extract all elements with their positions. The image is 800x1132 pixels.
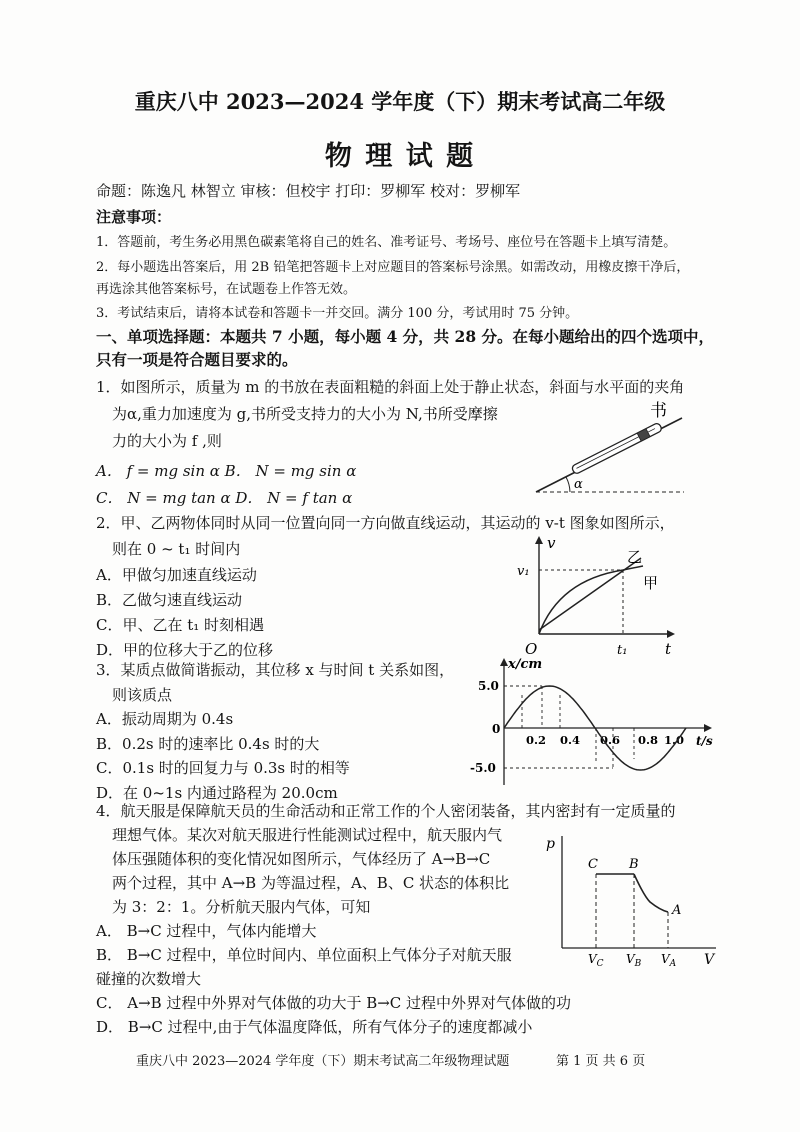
q2-option-c: C．甲、乙在 t₁ 时刻相遇 (96, 616, 265, 634)
q2-option-d: D．甲的位移大于乙的位移 (96, 641, 274, 659)
origin-label: O (525, 640, 538, 658)
staff-line: 命题：陈逸凡 林智立 审核：但校宇 打印：罗柳军 校对：罗柳军 (96, 182, 521, 200)
v-axis-arrow (535, 536, 543, 544)
section-heading-cont: 只有一项是符合题目要求的。 (96, 350, 298, 369)
t-tick-label: 0.6 (600, 733, 621, 747)
q4-stem: 为 3：2：1。分析航天服内气体，可知 (112, 898, 371, 916)
notes-item: 再选涂其他答案标号，在试题卷上作答无效。 (96, 282, 357, 297)
origin-label: 0 (492, 722, 501, 736)
q4-option-b: B． B→C 过程中，单位时间内、单位面积上气体分子对航天服 (96, 946, 512, 964)
t-tick-label: 1.0 (664, 733, 685, 747)
q4-stem: 两个过程，其中 A→B 为等温过程，A、B、C 状态的体积比 (112, 874, 510, 892)
q4-option-d: D． B→C 过程中,由于气体温度降低，所有气体分子的速度都减小 (96, 1018, 533, 1036)
state-a-label: A (672, 903, 682, 918)
q1-figure (530, 400, 690, 500)
vc-label: $V_C$ (588, 952, 604, 969)
t1-label: t₁ (617, 643, 628, 658)
t-tick-label: 0.4 (560, 733, 581, 747)
q3-xt-graph (468, 655, 718, 787)
t-tick-label: 0.8 (638, 733, 659, 747)
t-tick-label: 0.2 (526, 733, 547, 747)
q4-stem: 体压强随体积的变化情况如图所示，气体经历了 A→B→C (112, 850, 491, 868)
footer-exam-name: 重庆八中 2023—2024 学年度（下）期末考试高二年级物理试题 (136, 1054, 510, 1069)
y-tick-label: -5.0 (470, 761, 496, 775)
q2-vt-graph (515, 530, 685, 660)
school-title: 重庆八中 2023—2024 学年度（下）期末考试高二年级 (134, 89, 666, 114)
q3-stem: 3．某质点做简谐振动，其位移 x 与时间 t 关系如图， (96, 661, 455, 679)
v-axis-label: V (704, 952, 715, 968)
t-axis-arrow (667, 630, 675, 638)
angle-arc (566, 477, 570, 492)
yi-curve (539, 566, 643, 634)
q4-pv-graph (540, 832, 720, 972)
state-c-label: C (588, 857, 598, 872)
v-axis-label: v (547, 534, 556, 552)
x-axis-label: x/cm (508, 657, 543, 672)
book-label: 书 (650, 401, 667, 421)
q4-option-b-cont: 碰撞的次数增大 (96, 970, 202, 988)
q3-option-a: A．振动周期为 0.4s (96, 710, 234, 728)
q1-options-cd: C． N = mg tan α D． N = f tan α (96, 489, 353, 507)
section-heading: 一、单项选择题：本题共 7 小题，每小题 4 分，共 28 分。在每小题给出的四个选项中， (96, 327, 715, 346)
v1-label: v₁ (517, 564, 530, 579)
q2-stem: 则在 0 ~ t₁ 时间内 (112, 540, 241, 558)
notes-item: 1．答题前，考生务必用黑色碳素笔将自己的姓名、准考证号、考场号、座位号在答题卡上填写清楚。 (96, 235, 677, 250)
q4-option-a: A． B→C 过程中，气体内能增大 (96, 922, 317, 940)
x-axis-arrow (500, 658, 508, 666)
q4-stem: 4．航天服是保障航天员的生命活动和正常工作的个人密闭装备，其内密封有一定质量的 (96, 802, 676, 820)
ab-isotherm (634, 874, 668, 912)
angle-label: α (574, 477, 583, 492)
state-b-label: B (629, 857, 639, 872)
q1-stem: 力的大小为 f ,则 (112, 432, 222, 450)
jia-label: 甲 (643, 574, 659, 592)
q3-option-c: C．0.1s 时的回复力与 0.3s 时的相等 (96, 759, 350, 777)
p-axis-label: p (546, 836, 555, 852)
yi-label: 乙 (627, 548, 643, 566)
y-tick-label: 5.0 (478, 679, 499, 693)
q1-options-ab: A． f = mg sin α B． N = mg sin α (96, 462, 357, 480)
q3-option-d: D．在 0~1s 内通过路程为 20.0cm (96, 784, 338, 802)
t-axis-label: t/s (696, 734, 713, 748)
book-shape (571, 422, 662, 474)
q1-stem: 为α,重力加速度为 g,书所受支持力的大小为 N,书所受摩擦 (112, 405, 498, 423)
q4-stem: 理想气体。某次对航天服进行性能测试过程中，航天服内气 (112, 826, 503, 844)
q4-option-c: C． A→B 过程中外界对气体做的功大于 B→C 过程中外界对气体做的功 (96, 994, 572, 1012)
t-axis-arrow (704, 724, 712, 732)
notes-item: 3．考试结束后，请将本试卷和答题卡一并交回。满分 100 分，考试用时 75 分钟。 (96, 306, 579, 321)
va-label: $V_A$ (661, 952, 677, 969)
q2-option-a: A．甲做匀加速直线运动 (96, 566, 257, 584)
q3-stem: 则该质点 (112, 686, 173, 704)
subject-title: 物 理 试 题 (324, 141, 476, 172)
q1-stem: 1．如图所示，质量为 m 的书放在表面粗糙的斜面上处于静止状态，斜面与水平面的夹角 (96, 378, 685, 396)
q2-stem: 2．甲、乙两物体同时从同一位置向同一方向做直线运动，其运动的 v-t 图象如图所示， (96, 514, 675, 532)
notes-heading: 注意事项： (96, 208, 172, 226)
t-axis-label: t (665, 640, 672, 658)
notes-item: 2．每小题选出答案后，用 2B 铅笔把答题卡上对应题目的答案标号涂黑。如需改动，用橡皮擦干净后， (96, 260, 690, 275)
q2-option-b: B．乙做匀速直线运动 (96, 591, 243, 609)
vb-label: $V_B$ (626, 952, 642, 969)
q3-option-b: B．0.2s 时的速率比 0.4s 时的大 (96, 735, 320, 753)
footer-page-number: 第 1 页 共 6 页 (556, 1054, 646, 1069)
